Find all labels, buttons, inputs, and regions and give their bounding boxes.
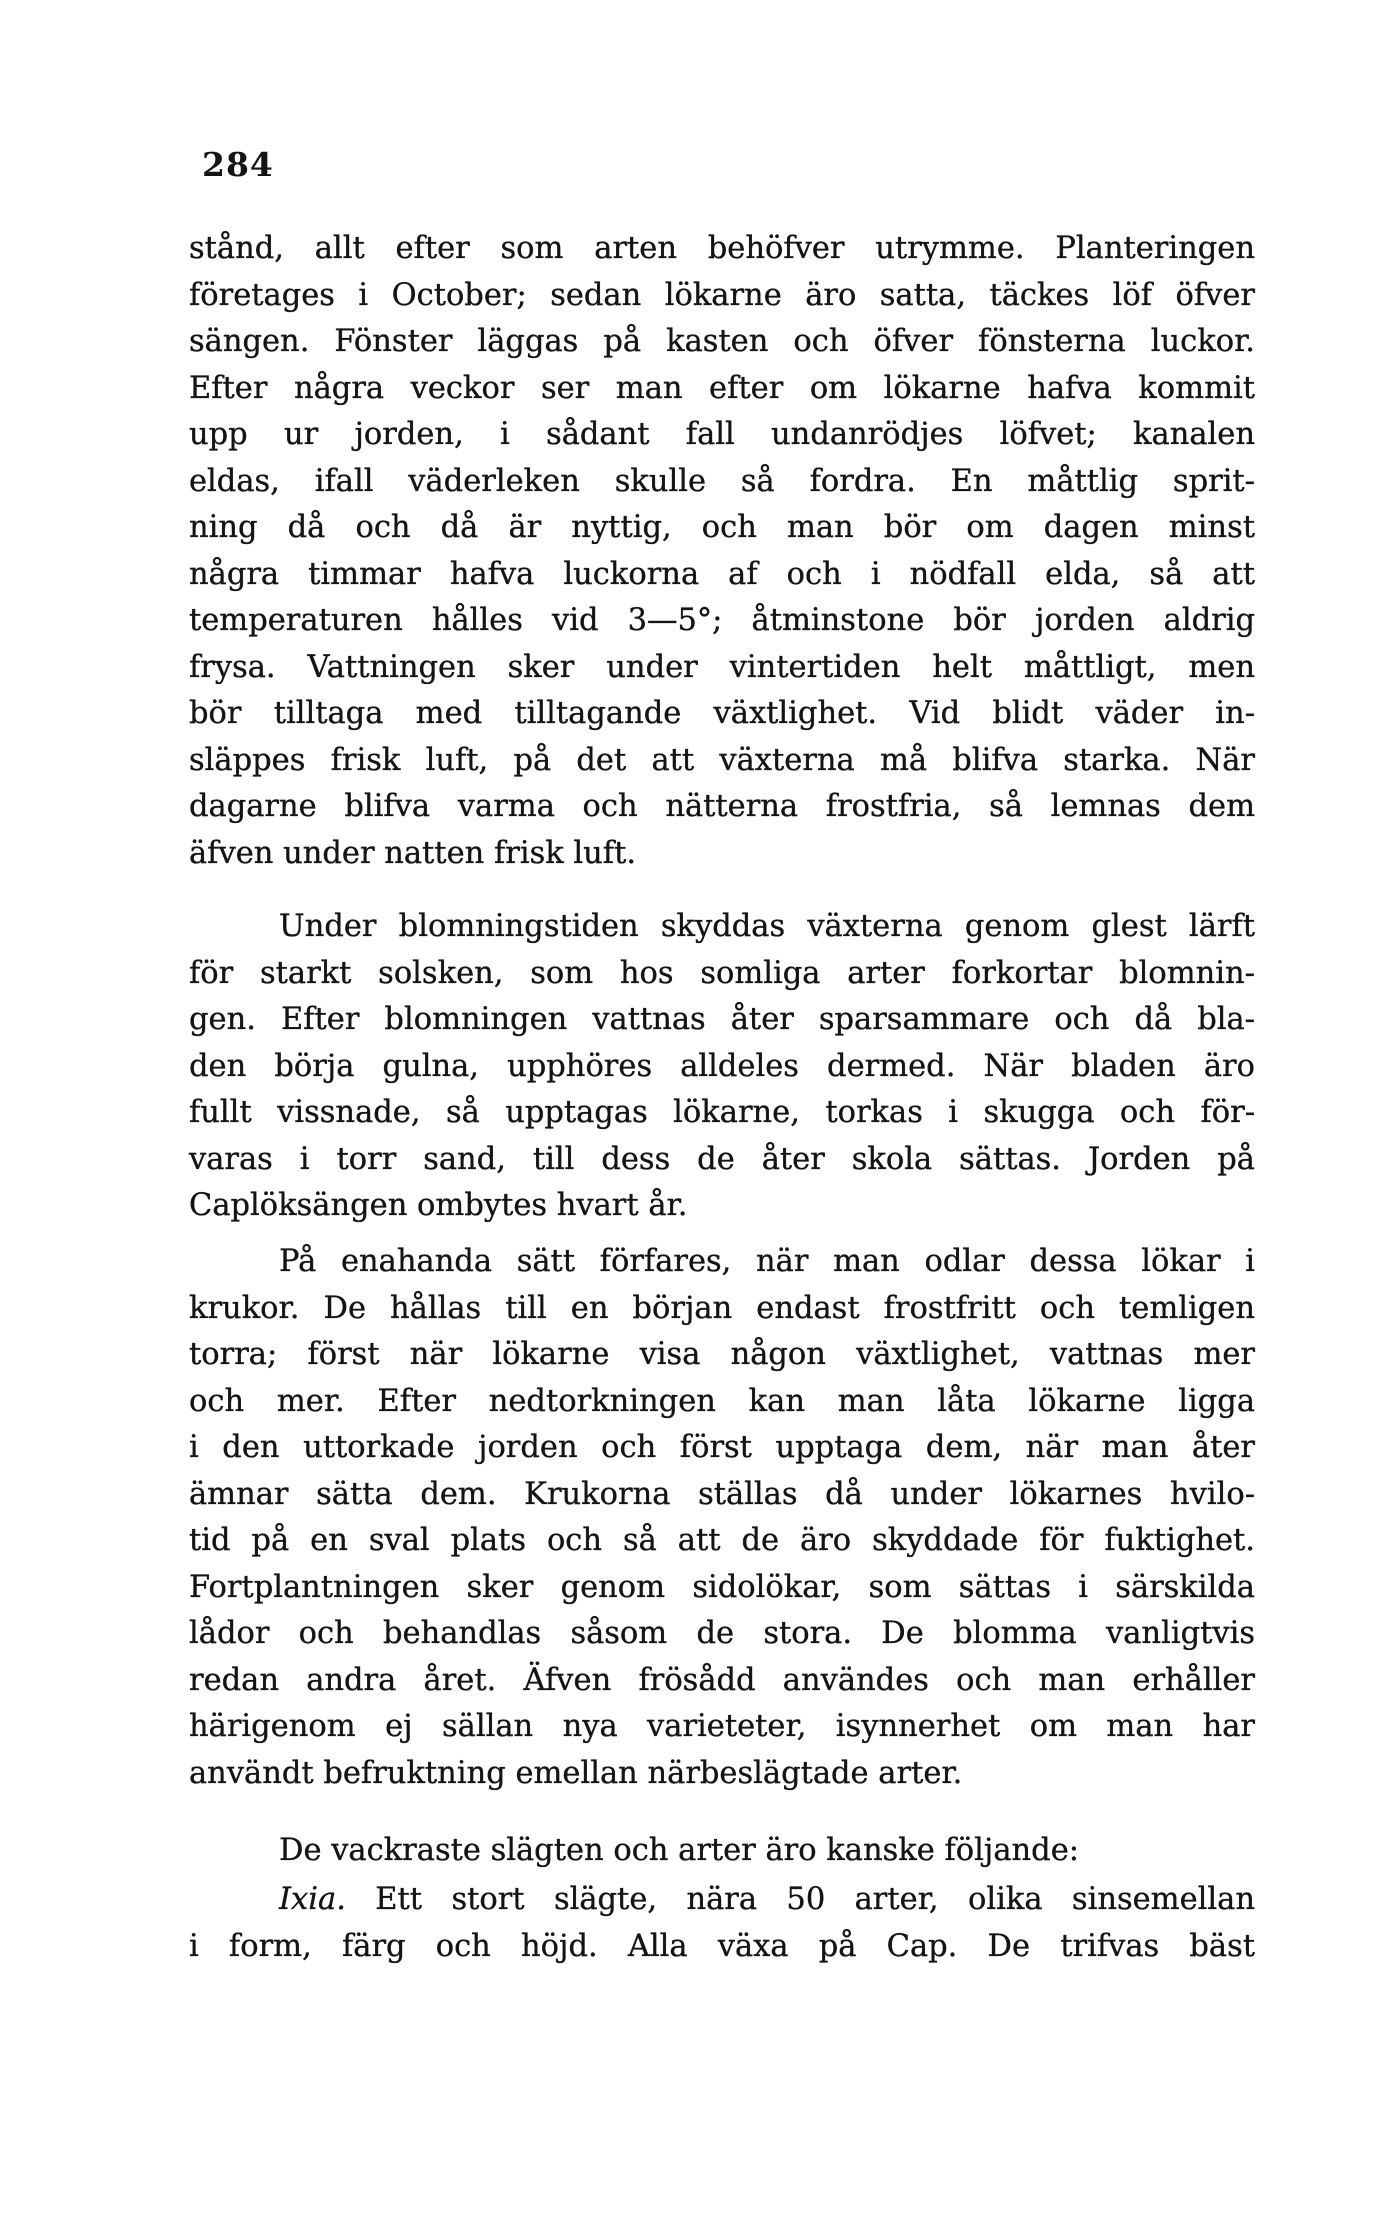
text-line: släppes frisk luft, på det att växterna må blifva starka. När: [189, 742, 1255, 778]
text-line: ning då och då är nyttig, och man bör om dagen minst: [189, 510, 1255, 545]
paragraph-2: [189, 904, 1255, 1230]
text-line: torra; först när lökarne visa någon växtlighet, vattnas mer: [189, 1337, 1255, 1372]
text-line-rest: Ett stort slägte, nära 50 arter, olika sinsemellan: [375, 1882, 1255, 1917]
paragraph-4: [189, 1828, 1255, 1875]
text-line: Efter några veckor ser man efter om lökarne hafva kommit: [189, 370, 1255, 406]
page-number: 284: [202, 145, 274, 184]
paragraph-5: [189, 1877, 1255, 1970]
paragraph-3: [189, 1239, 1255, 1797]
text-line: Caplöksängen ombytes hvart år.: [189, 1188, 688, 1223]
paragraph-1: [189, 226, 1255, 877]
text-line: upp ur jorden, i sådant fall undanrödjes löfvet; kanalen: [189, 417, 1255, 452]
text-line: användt befruktning emellan närbeslägtade arter.: [189, 1755, 963, 1791]
text-line: härigenom ej sällan nya varieteter, isynnerhet om man har: [189, 1709, 1255, 1744]
text-line: för starkt solsken, som hos somliga arter forkortar blomnin-: [189, 955, 1255, 991]
text-line: bör tilltaga med tilltagande växtlighet. Vid blidt väder in-: [189, 696, 1255, 731]
text-line: och mer. Efter nedtorkningen kan man låta lökarne ligga: [189, 1383, 1255, 1419]
text-line: tid på en sval plats och så att de äro skyddade för fuktighet.: [189, 1523, 1255, 1558]
text-line: några timmar hafva luckorna af och i nödfall elda, så att: [189, 556, 1255, 592]
text-line: temperaturen hålles vid 3—5°; åtminstone bör jorden aldrig: [189, 603, 1255, 638]
text-line: [189, 1877, 1255, 1924]
text-line: På enahanda sätt förfares, när man odlar dessa lökar i: [279, 1244, 1255, 1279]
text-line: De vackraste slägten och arter äro kanske följande:: [279, 1833, 1080, 1868]
text-line: Fortplantningen sker genom sidolökar, som sättas i särskilda: [189, 1569, 1255, 1605]
text-line: äfven under natten frisk luft.: [189, 835, 637, 871]
text-line: i form, färg och höjd. Alla växa på Cap. De trifvas bäst: [189, 1928, 1255, 1964]
text-line: den börja gulna, upphöres alldeles dermed. När bladen äro: [189, 1048, 1255, 1084]
text-line: Under blomningstiden skyddas växterna genom glest lärft: [279, 909, 1255, 944]
text-line: företages i October; sedan lökarne äro satta, täckes löf öfver: [189, 277, 1255, 313]
text-line: krukor. De hållas till en början endast frostfritt och temligen: [189, 1290, 1255, 1326]
text-line: eldas, ifall väderleken skulle så fordra. En måttlig sprit-: [189, 463, 1255, 499]
text-line: ämnar sätta dem. Krukorna ställas då under lökarnes hvilo-: [189, 1476, 1255, 1512]
text-line: stånd, allt efter som arten behöfver utrymme. Planteringen: [189, 231, 1255, 266]
text-line: sängen. Fönster läggas på kasten och öfver fönsterna luckor.: [189, 324, 1255, 359]
text-line: gen. Efter blomningen vattnas åter sparsammare och då bla-: [189, 1002, 1255, 1037]
text-line: redan andra året. Äfven frösådd användes och man erhåller: [189, 1662, 1255, 1698]
genus-term: Ixia.: [279, 1882, 346, 1917]
text-line: fullt vissnade, så upptagas lökarne, torkas i skugga och för-: [189, 1095, 1255, 1130]
text-line: varas i torr sand, till dess de åter skola sättas. Jorden på: [189, 1141, 1255, 1177]
text-line: i den uttorkade jorden och först upptaga dem, när man åter: [189, 1430, 1255, 1465]
text-line: frysa. Vattningen sker under vintertiden helt måttligt, men: [189, 649, 1255, 685]
text-line: lådor och behandlas såsom de stora. De blomma vanligtvis: [189, 1616, 1255, 1651]
text-line: dagarne blifva varma och nätterna frostfria, så lemnas dem: [189, 789, 1255, 824]
